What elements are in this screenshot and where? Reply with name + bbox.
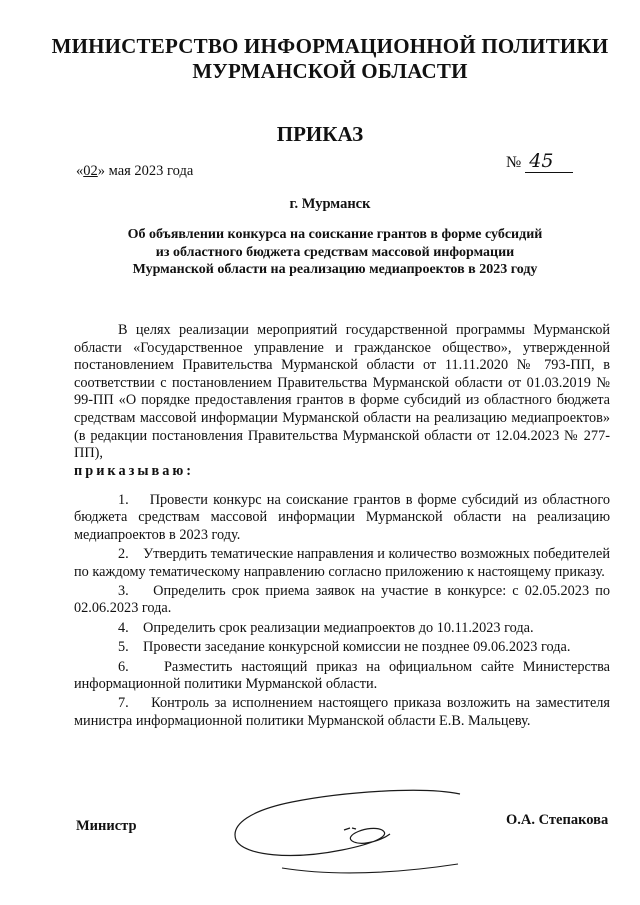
order-item bbox=[74, 583, 610, 618]
item-number: 2. bbox=[118, 546, 129, 563]
order-subject bbox=[90, 226, 580, 279]
item-number: 7. bbox=[118, 695, 129, 712]
item-text: Утвердить тематические направления и количество возможных победителей по каждому тематическому направлению согласно приложению к настоящему приказу. bbox=[74, 546, 611, 580]
date-day: 02 bbox=[83, 163, 98, 179]
item-number: 1. bbox=[118, 492, 129, 508]
preamble bbox=[74, 322, 610, 480]
ministry-line-1: МИНИСТЕРСТВО ИНФОРМАЦИОННОЙ ПОЛИТИКИ bbox=[51, 34, 609, 58]
item-text: Определить срок приема заявок на участие в конкурсе: с 02.05.2023 по 02.06.2023 года. bbox=[74, 583, 610, 617]
order-items bbox=[74, 492, 610, 730]
subject-line-1: Об объявлении конкурса на соискание грантов в форме субсидий bbox=[127, 227, 543, 242]
signatory-title: Министр bbox=[76, 818, 137, 834]
order-item bbox=[74, 620, 610, 637]
item-text: Определить срок реализации медиапроектов до 10.11.2023 года. bbox=[143, 619, 534, 636]
order-item bbox=[74, 695, 610, 730]
item-number: 4. bbox=[118, 619, 129, 636]
item-number: 6. bbox=[118, 658, 129, 675]
number-value: 45 bbox=[525, 150, 573, 173]
signatory-name: О.А. Степакова bbox=[506, 812, 609, 828]
order-item bbox=[74, 659, 610, 694]
order-date bbox=[76, 163, 193, 180]
order-title: ПРИКАЗ bbox=[276, 122, 364, 146]
item-text: Контроль за исполнением настоящего приказа возложить на заместителя министра информационной политики Мурманской области Е.В. Мальцеву. bbox=[74, 695, 610, 729]
item-number: 5. bbox=[118, 639, 129, 656]
city: г. Мурманск bbox=[289, 196, 371, 212]
decree-word: приказываю: bbox=[74, 462, 195, 479]
subject-line-2: из областного бюджета средствам массовой информации bbox=[155, 244, 515, 260]
order-item bbox=[74, 492, 610, 544]
preamble-text: В целях реализации мероприятий государственной программы Мурманской области «Государственное управление и гражданское общество», утвержденной постановлением Правительства Мурманской области от 11.11.2020 № 793-ПП, в соответствии с постановлением Правительства Мурманской области от 01.03.2019 № 99-ПП «О порядке предоставления грантов в форме субсидий из областного бюджета средствам массовой информации Мурманской области на реализацию медиапроектов» (в редакции постановления Правительства Мурманской области от 12.04.2023 № 277-ПП), bbox=[74, 322, 610, 462]
ministry-line-2: МУРМАНСКОЙ ОБЛАСТИ bbox=[192, 59, 468, 83]
item-text: Провести конкурс на соискание грантов в форме субсидий из областного бюджета средствам массовой информации Мурманской области на реализацию медиапроектов в 2023 году. bbox=[74, 492, 610, 543]
order-item bbox=[74, 639, 610, 656]
subject-line-3: Мурманской области на реализацию медиапроектов в 2023 году bbox=[132, 262, 538, 277]
number-label: № bbox=[506, 154, 522, 171]
date-rest: » мая 2023 года bbox=[97, 163, 194, 179]
item-text: Разместить настоящий приказ на официальном сайте Министерства информационной политики Мурманской области. bbox=[74, 658, 611, 693]
date-open-quote: « bbox=[76, 163, 84, 179]
handwritten-signature bbox=[222, 784, 472, 884]
ministry-heading bbox=[40, 34, 620, 84]
order-number bbox=[506, 150, 573, 173]
order-item bbox=[74, 546, 610, 581]
item-number: 3. bbox=[118, 583, 129, 600]
item-text: Провести заседание конкурсной комиссии не позднее 09.06.2023 года. bbox=[143, 639, 571, 656]
